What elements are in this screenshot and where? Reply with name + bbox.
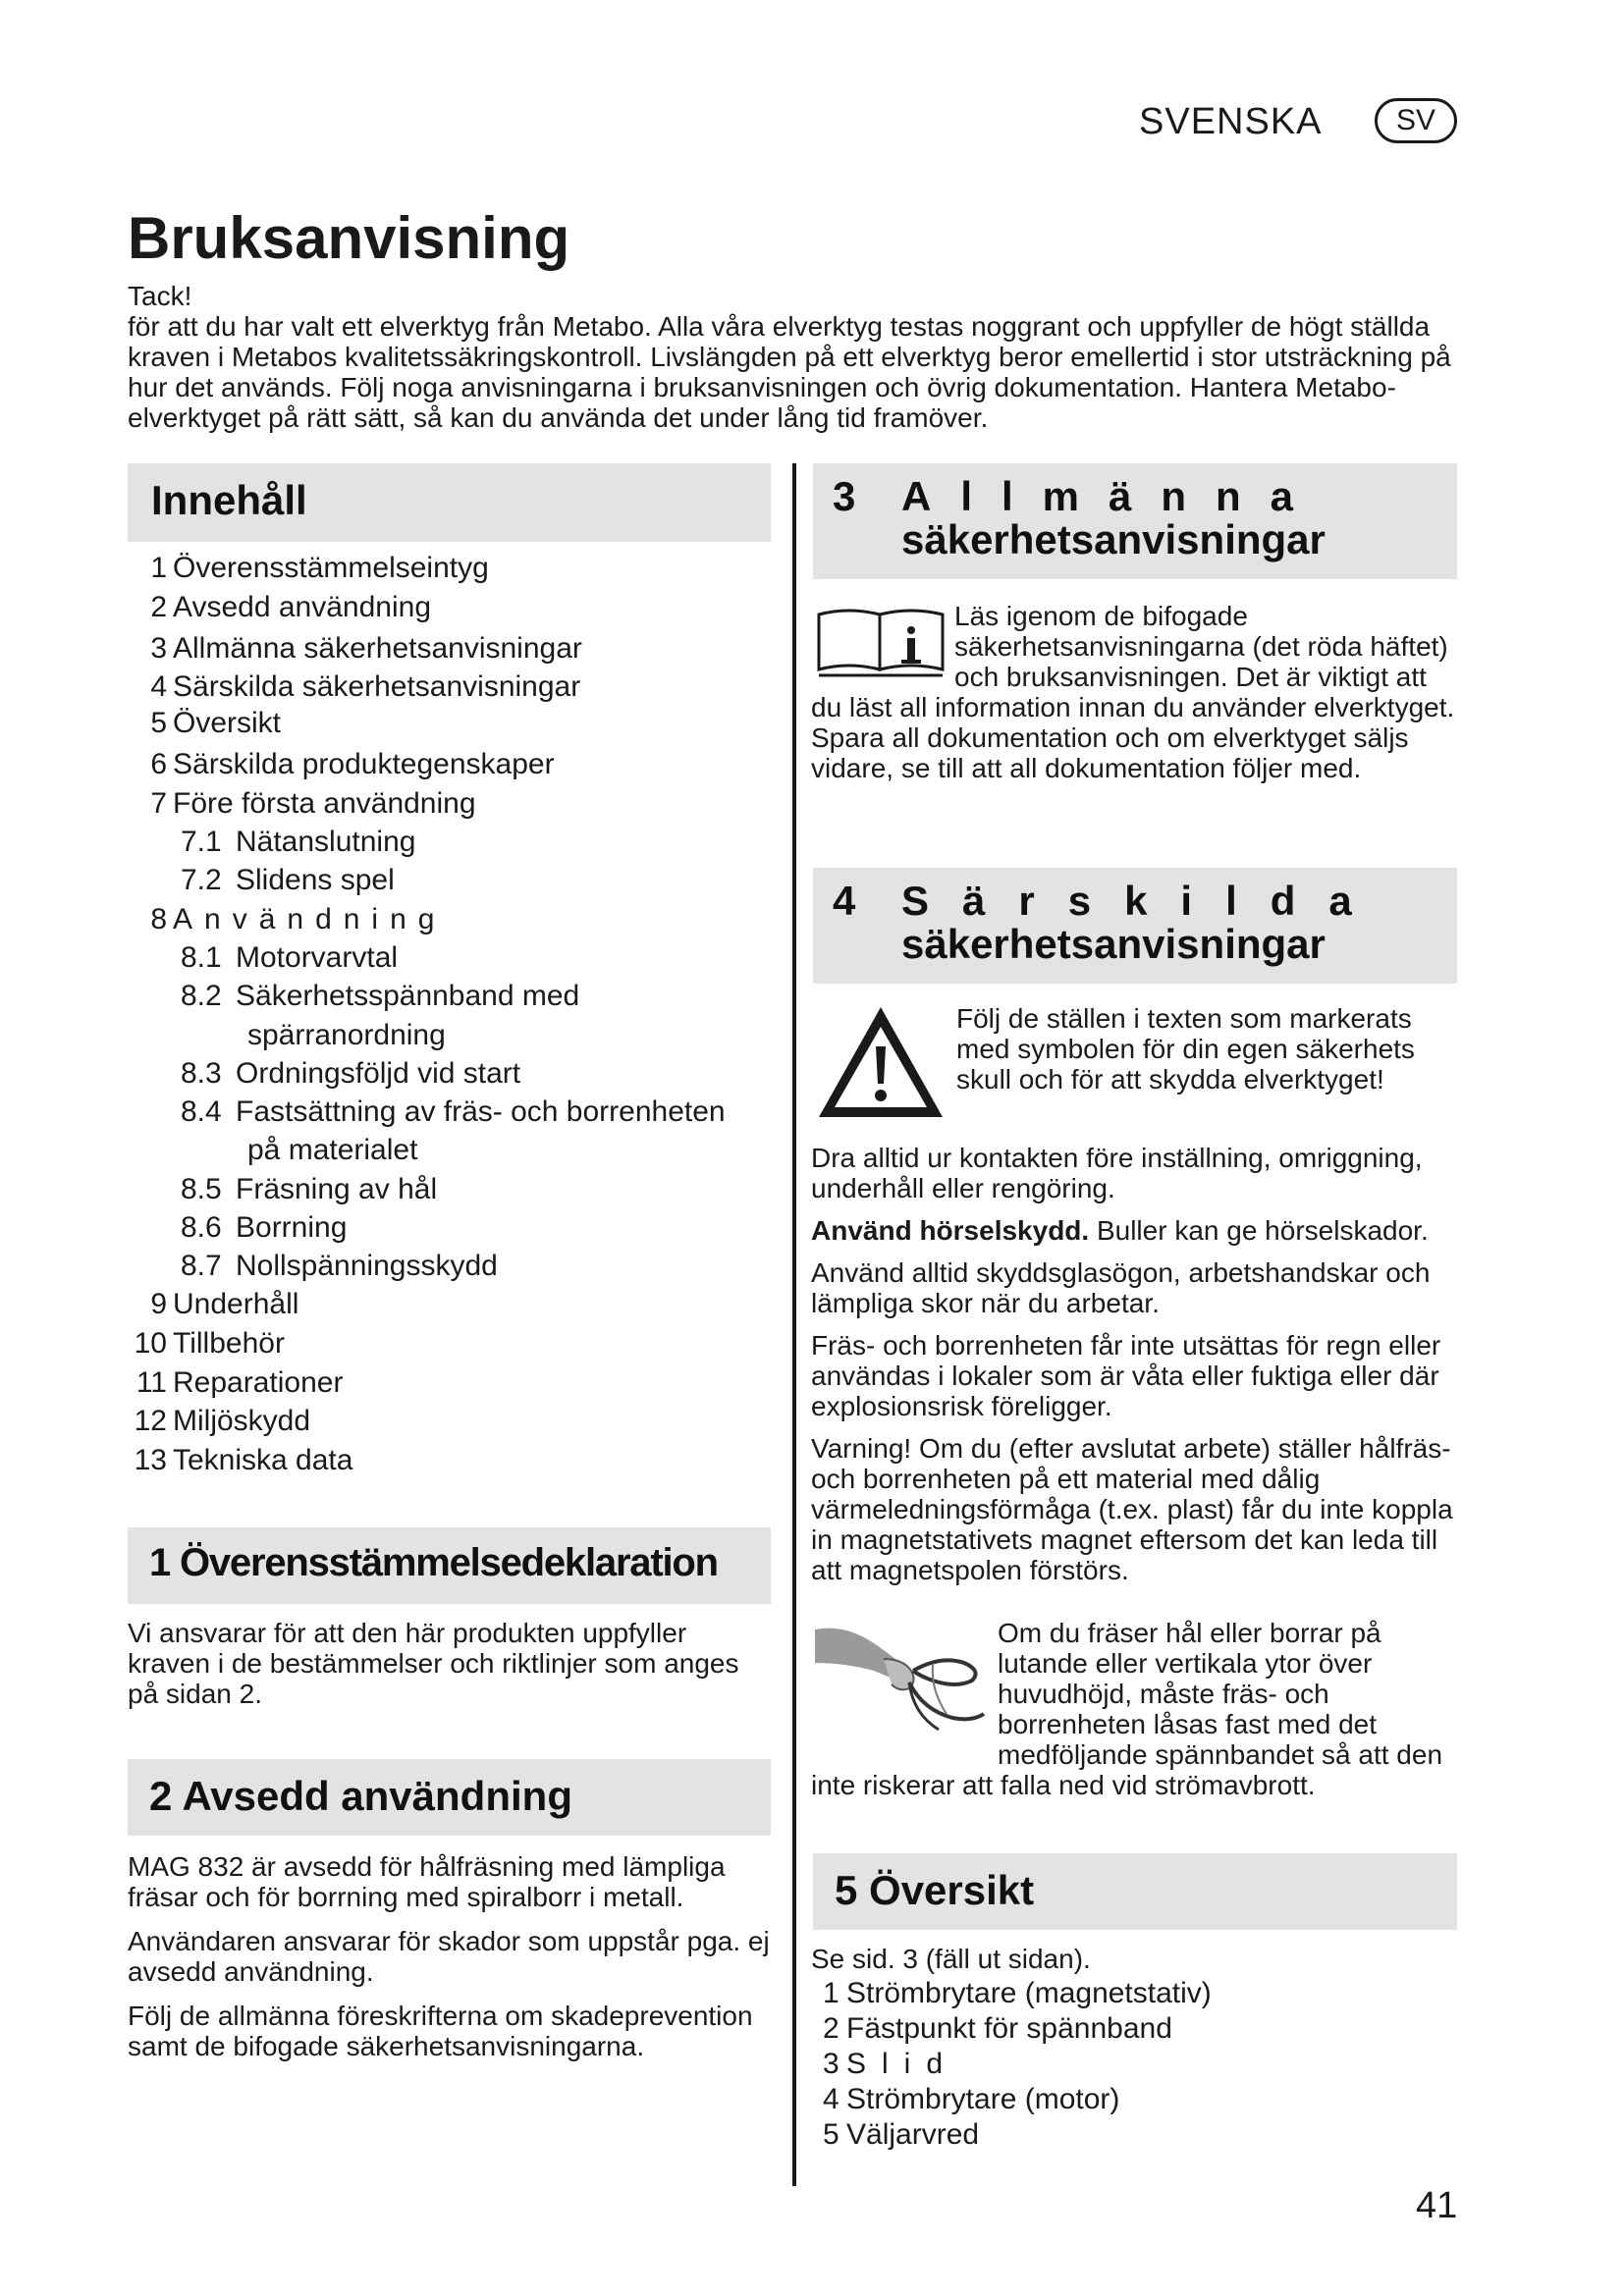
page-number: 41	[1416, 2185, 1458, 2226]
toc-item: 10 Tillbehör	[134, 1327, 285, 1360]
language-label: SVENSKA	[1139, 101, 1323, 142]
section-1-text: Vi ansvarar för att den här produkten uppfyller kraven i de bestämmelser och riktlinjer som anges på sidan 2.	[128, 1618, 739, 1709]
toc-subitem-continued: spärranordning	[247, 1019, 446, 1051]
toc-subitem: 7.2 Slidens spel	[181, 864, 395, 896]
toc-item: 11 Reparationer	[135, 1366, 344, 1399]
section-2-heading: 2 Avsedd användning	[128, 1759, 771, 1836]
overview-item: 1 Strömbrytare (magnetstativ)	[823, 1977, 1212, 2009]
toc-heading: Innehåll	[128, 463, 771, 542]
toc-subitem-continued: på materialet	[247, 1134, 418, 1166]
section-4-body	[811, 1143, 1463, 1585]
toc-subitem: 7.1 Nätanslutning	[181, 826, 416, 858]
section-4-para: Använd hörselskydd. Buller kan ge hörselskador.	[811, 1215, 1429, 1246]
intro-thanks: Tack!	[128, 281, 192, 311]
toc-item: 2 Avsedd användning	[150, 591, 431, 623]
section-3-heading: 3 Allmänna säkerhetsanvisningar	[813, 463, 1457, 579]
column-divider	[792, 463, 796, 2186]
toc-item: 7 Före första användning	[150, 787, 476, 820]
document-title: Bruksanvisning	[128, 205, 570, 271]
section-2-para: MAG 832 är avsedd för hålfräsning med lämpliga fräsar och för borrning med spiralborr i metall.	[128, 1851, 726, 1912]
toc-item: 6 Särskilda produktegenskaper	[150, 748, 555, 780]
overview-item: 2 Fästpunkt för spännband	[823, 2012, 1172, 2045]
intro-body: för att du har valt ett elverktyg från Metabo. Alla våra elverktyg testas noggrant och uppfyller de högt ställda kraven i Metabos kvalitetssäkringskontroll. Livslängden på ett elverktyg beror emellertid i stor utsträckning på hur det används. Följ noga anvisningarna i bruksanvisningen och övrig dokumentation. Hantera Metabo-elverktyget på rätt sätt, så kan du använda det under lång tid framöver.	[128, 311, 1451, 433]
warning-triangle-icon	[815, 1003, 947, 1123]
toc-subitem: 8.7 Nollspänningsskydd	[181, 1250, 498, 1282]
overview-item: 3 Slid	[823, 2048, 959, 2080]
intro-text	[128, 281, 1463, 433]
section-2-para: Användaren ansvarar för skador som uppstår pga. ej avsedd användning.	[128, 1926, 770, 1987]
section-2-body	[128, 1851, 776, 2061]
toc-subitem: 8.3 Ordningsföljd vid start	[181, 1057, 521, 1090]
section-2-para: Följ de allmänna föreskrifterna om skadeprevention samt de bifogade säkerhetsanvisningarna.	[128, 2001, 753, 2061]
toc-subitem: 8.5 Fräsning av hål	[181, 1173, 438, 1205]
toc-item: 3 Allmänna säkerhetsanvisningar	[150, 632, 582, 665]
section-4-heading: 4 Särskilda säkerhetsanvisningar	[813, 868, 1457, 984]
toc-item: 4 Särskilda säkerhetsanvisningar	[150, 670, 581, 703]
section-5-intro: Se sid. 3 (fäll ut sidan).	[811, 1944, 1091, 1974]
section-4-para: Använd alltid skyddsglasögon, arbetshandskar och lämpliga skor när du arbetar.	[811, 1257, 1431, 1318]
section-5-heading: 5 Översikt	[813, 1853, 1457, 1930]
section-4-strap-text: Om du fräser hål eller borrar på lutande eller vertikala ytor över huvudhöjd, måste fräs- och borrenheten låsas fast med det medföljande spännbandet så att den inte riskerar att falla ned vid strömavbrott.	[811, 1618, 1443, 1800]
toc-item: 12 Miljöskydd	[134, 1405, 311, 1437]
toc-subitem: 8.1 Motorvarvtal	[181, 941, 399, 974]
toc-subitem: 8.6 Borrning	[181, 1211, 348, 1244]
section-4-para: Fräs- och borrenheten får inte utsättas för regn eller användas i lokaler som är våta eller fuktiga eller där explosionsrisk föreligger.	[811, 1330, 1441, 1421]
toc-subitem: 8.2 Säkerhetsspännband med	[181, 980, 580, 1012]
toc-item: 9 Underhåll	[150, 1288, 299, 1320]
section-4-warning-text: Följ de ställen i texten som markerats med symbolen för din egen säkerhets skull och för att skydda elverktyget!	[956, 1003, 1415, 1095]
overview-item: 4 Strömbrytare (motor)	[823, 2083, 1120, 2115]
toc-item: 8 Användning	[150, 903, 447, 935]
section-3-text: Läs igenom de bifogade säkerhetsanvisningarna (det röda häftet) och bruksanvisningen. Det är viktigt att du läst all information innan du använder elverktyget. Spara all dokumentation och om elverktyget säljs vidare, se till att all dokumentation följer med.	[811, 601, 1455, 783]
section-1-heading: 1 Överensstämmelsedeklaration	[128, 1527, 771, 1604]
section-4-para: Varning! Om du (efter avslutat arbete) ställer hålfräs- och borrenheten på ett material med dålig värmeledningsförmåga (t.ex. plast) får du inte koppla in magnetstativets magnet eftersom det kan leda till att magnetspolen förstörs.	[811, 1433, 1453, 1585]
section-4-para: Dra alltid ur kontakten före inställning, omriggning, underhåll eller rengöring.	[811, 1143, 1423, 1203]
toc-item: 1 Överensstämmelseintyg	[150, 552, 489, 584]
toc-subitem: 8.4 Fastsättning av fräs- och borrenheten	[181, 1095, 726, 1128]
language-code-badge: SV	[1375, 98, 1457, 143]
overview-item: 5 Väljarvred	[823, 2118, 980, 2151]
toc-item: 5 Översikt	[150, 707, 282, 739]
toc-item: 13 Tekniska data	[134, 1444, 353, 1476]
